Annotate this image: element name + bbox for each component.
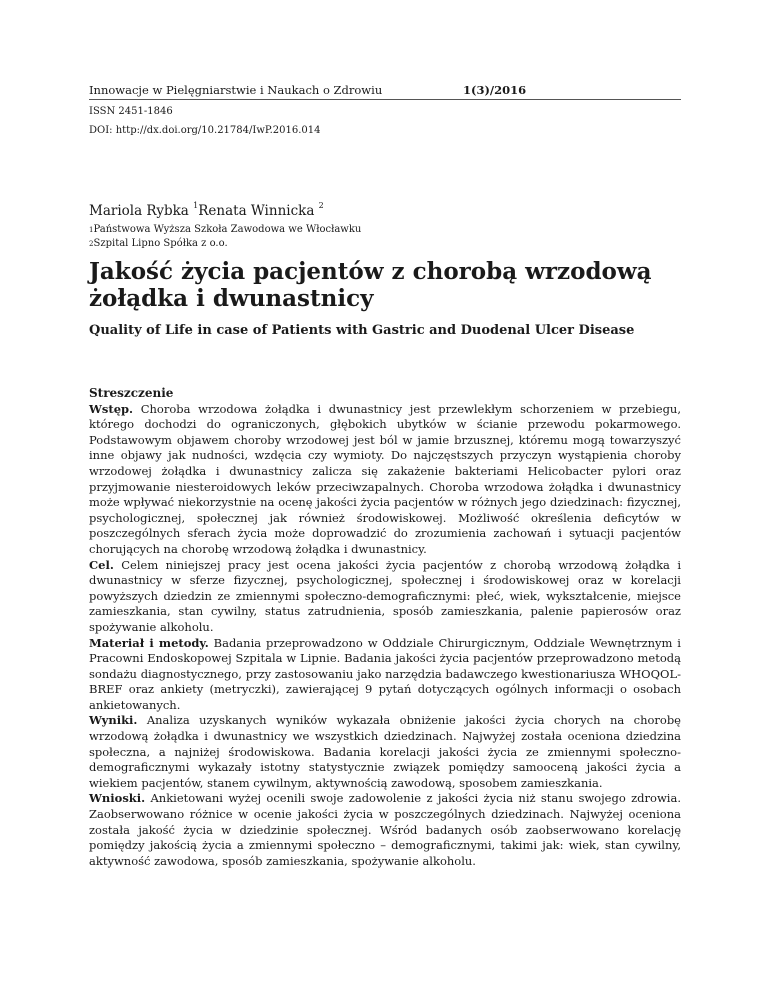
affiliation-2-mark: 2: [89, 240, 94, 248]
section-label: Wstęp.: [89, 401, 134, 416]
abstract-section-aim: [89, 558, 681, 636]
section-label: Wnioski.: [89, 791, 146, 806]
journal-header: [89, 83, 681, 137]
author-2: Renata Winnicka: [198, 203, 319, 219]
paper-english-title: Quality of Life in case of Patients with Gastric and Duodenal Ulcer Disease: [89, 323, 635, 338]
section-label: Materiał i metody.: [89, 635, 209, 650]
author-line: [89, 203, 324, 219]
issue-number: 1(3)/2016: [463, 83, 527, 97]
affiliation-2: [89, 238, 228, 250]
abstract: [89, 386, 681, 869]
affiliation-1-mark: 1: [89, 226, 94, 234]
section-text: Celem niniejszej pracy jest ocena jakości życia pacjentów z chorobą wrzodową żołądka i dwunastnicy w sferze fizycznej, psychologicznej, społecznej i środowiskowej oraz w korelacji powyższych dziedzin ze zmiennymi społeczno-demograficznymi: płeć, wiek, wykształcenie, miejsce zamieszkania, stan cywilny, status zatrudnienia, sposób zamieszkania, palenie papierosów oraz spożywanie alkoholu.: [89, 557, 681, 634]
abstract-section-introduction: [89, 402, 681, 558]
section-text: Ankietowani wyżej ocenili swoje zadowolenie z jakości życia niż stanu swojego zdrowia. Zaobserwowano różnice w ocenie jakości życia w poszczególnych dziedzinach. Najwyżej oceniona została jakość życia w dziedzinie społecznej. Wśród badanych osób zaobserwowano korelację pomiędzy jakością życia a zmiennymi społeczno – demograficznymi, takimi jak: wiek, stan cywilny, aktywność zawodowa, sposób zamieszkania, spożywanie alkoholu.: [89, 791, 681, 868]
abstract-heading: Streszczenie: [89, 386, 174, 400]
paper-title: Jakość życia pacjentów z chorobą wrzodową żołądka i dwunastnicy: [89, 258, 652, 312]
author-2-affiliation-mark: 2: [318, 201, 324, 210]
abstract-section-methods: [89, 636, 681, 714]
affiliation-1-text: Państwowa Wyższa Szkoła Zawodowa we Włocławku: [93, 224, 362, 235]
affiliation-1: [89, 224, 361, 236]
author-1: Mariola Rybka: [89, 203, 194, 219]
section-label: Wyniki.: [89, 713, 138, 728]
doi-link[interactable]: DOI: http://dx.doi.org/10.21784/IwP.2016.014: [89, 125, 321, 136]
section-text: Choroba wrzodowa żołądka i dwunastnicy jest przewlekłym schorzeniem w przebiegu, którego dochodzi do ograniczonych, głębokich ubytków w ścianie przewodu pokarmowego. Podstawowym objawem choroby wrzodowej jest ból w jamie brzusznej, któremu mogą towarzyszyć inne objawy jak nudności, wzdęcia czy wymioty. Do najczęstszych przyczyn wystąpienia choroby wrzodowej żołądka i dwunastnicy zalicza się zakażenie bakteriami Helicobacter pylori oraz przyjmowanie niesteroidowych leków przeciwzapalnych. Choroba wrzodowa żołądka i dwunastnicy może wpływać niekorzystnie na ocenę jakości życia pacjentów w różnych jego dziedzinach: fizycznej, psychologicznej, społecznej jak również środowiskowej. Możliwość określenia deficytów w poszczególnych sferach życia może doprowadzić do zrozumienia zachowań i sytuacji pacjentów chorujących na chorobę wrzodową żołądka i dwunastnicy.: [89, 401, 681, 556]
section-label: Cel.: [89, 557, 114, 572]
abstract-section-results: [89, 713, 681, 791]
header-rule: [89, 99, 681, 100]
section-text: Analiza uzyskanych wyników wykazała obniżenie jakości życia chorych na chorobę wrzodową żołądka i dwunastnicy we wszystkich dziedzinach. Najwyżej została oceniona dziedzina społeczna, a najniżej środowiskowa. Badania korelacji jakości życia ze zmiennymi społeczno-demograficznymi wykazały istotny statystycznie związek pomiędzy samooceną jakości życia a wiekiem pacjentów, stanem cywilnym, aktywnością zawodową, sposobem zamieszkania.: [89, 713, 681, 790]
section-text: Badania przeprowadzono w Oddziale Chirurgicznym, Oddziale Wewnętrznym i Pracowni Endoskopowej Szpitala w Lipnie. Badania jakości życia pacjentów przeprowadzono metodą sondażu diagnostycznego, przy zastosowaniu jako narzędzia badawczego kwestionariusza WHOQOL-BREF oraz ankiety (metryczki), zawierającej 9 pytań dotyczących ogólnych informacji o osobach ankietowanych.: [89, 635, 681, 712]
affiliation-2-text: Szpital Lipno Spółka z o.o.: [93, 238, 228, 249]
journal-name: Innowacje w Pielęgniarstwie i Naukach o Zdrowiu: [89, 83, 383, 97]
abstract-section-conclusions: [89, 791, 681, 869]
issn: ISSN 2451-1846: [89, 106, 173, 117]
author-1-affiliation-mark: 1: [193, 201, 199, 210]
